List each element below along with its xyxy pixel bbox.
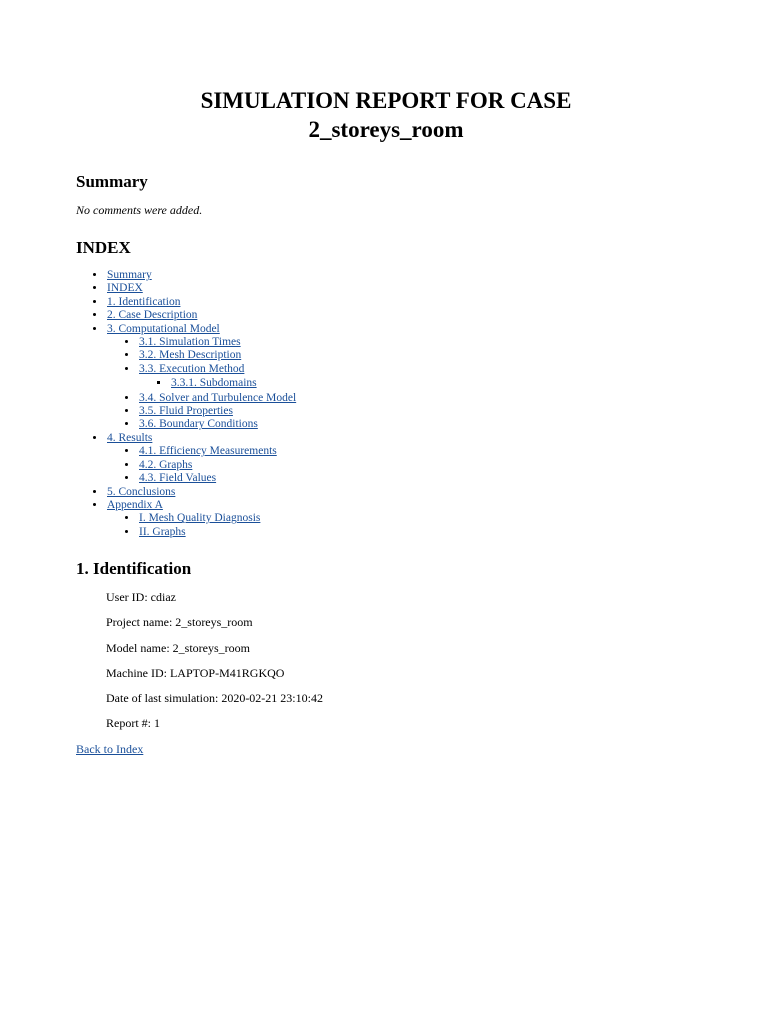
toc-link-simulation-times[interactable]: 3.1. Simulation Times — [139, 336, 241, 349]
table-of-contents — [76, 269, 696, 539]
toc-link-mesh-description[interactable]: 3.2. Mesh Description — [139, 349, 242, 362]
toc-item — [138, 363, 696, 391]
toc-item — [106, 282, 696, 295]
model-name-field: Model name: 2_storeys_room — [106, 640, 250, 655]
last-simulation-date-field: Date of last simulation: 2020-02-21 23:10:42 — [106, 690, 323, 705]
toc-link-graphs[interactable]: 4.2. Graphs — [139, 458, 193, 471]
toc-link-conclusions[interactable]: 5. Conclusions — [107, 485, 176, 498]
report-title-line1: SIMULATION REPORT FOR CASE — [200, 88, 572, 113]
identification-fields — [106, 590, 696, 732]
toc-link-results[interactable]: 4. Results — [107, 431, 153, 444]
toc-item — [106, 296, 696, 309]
toc-item — [138, 445, 696, 458]
toc-link-index[interactable]: INDEX — [107, 282, 143, 295]
toc-sublist — [139, 377, 696, 390]
back-to-index — [76, 741, 696, 757]
toc-item — [138, 349, 696, 362]
toc-sublist — [107, 336, 696, 432]
toc-item — [138, 392, 696, 405]
user-id-field: User ID: cdiaz — [106, 590, 176, 605]
machine-id-field: Machine ID: LAPTOP-M41RGKQO — [106, 665, 285, 680]
toc-link-boundary-conditions[interactable]: 3.6. Boundary Conditions — [139, 418, 258, 431]
toc-link-execution-method[interactable]: 3.3. Execution Method — [139, 362, 245, 375]
summary-text: No comments were added. — [76, 203, 203, 217]
toc-link-fluid-properties[interactable]: 3.5. Fluid Properties — [139, 405, 233, 418]
toc-item — [138, 418, 696, 431]
toc-item — [138, 336, 696, 349]
back-to-index-link[interactable]: Back to Index — [76, 742, 144, 757]
toc-item — [138, 512, 696, 525]
toc-link-appendix-graphs[interactable]: II. Graphs — [139, 525, 186, 538]
toc-sublist — [107, 445, 696, 485]
toc-link-case-description[interactable]: 2. Case Description — [107, 309, 198, 322]
toc-link-appendix-a[interactable]: Appendix A — [107, 498, 163, 511]
toc-item — [170, 377, 696, 390]
report-number-field: Report #: 1 — [106, 716, 160, 731]
toc-item — [106, 269, 696, 282]
toc-link-efficiency[interactable]: 4.1. Efficiency Measurements — [139, 445, 277, 458]
toc-item — [138, 526, 696, 539]
identification-heading: 1. Identification — [76, 559, 192, 579]
toc-item — [138, 459, 696, 472]
toc-link-summary[interactable]: Summary — [107, 269, 152, 281]
toc-item — [106, 309, 696, 322]
toc-item — [106, 486, 696, 499]
toc-link-subdomains[interactable]: 3.3.1. Subdomains — [171, 377, 257, 390]
toc-item — [138, 405, 696, 418]
toc-item — [138, 472, 696, 485]
toc-link-solver-turbulence[interactable]: 3.4. Solver and Turbulence Model — [139, 391, 297, 404]
toc-link-computational-model[interactable]: 3. Computational Model — [107, 322, 220, 335]
toc-link-field-values[interactable]: 4.3. Field Values — [139, 472, 217, 485]
toc-link-identification[interactable]: 1. Identification — [107, 295, 181, 308]
toc-link-mesh-quality[interactable]: I. Mesh Quality Diagnosis — [139, 512, 261, 525]
index-heading: INDEX — [76, 238, 131, 257]
report-title — [76, 86, 696, 144]
toc-item — [106, 499, 696, 539]
toc-sublist — [107, 512, 696, 539]
summary-heading: Summary — [76, 172, 148, 191]
report-page — [76, 86, 696, 757]
project-name-field: Project name: 2_storeys_room — [106, 615, 253, 630]
report-title-line2: 2_storeys_room — [308, 117, 464, 142]
toc-item — [106, 323, 696, 432]
toc-item — [106, 432, 696, 486]
